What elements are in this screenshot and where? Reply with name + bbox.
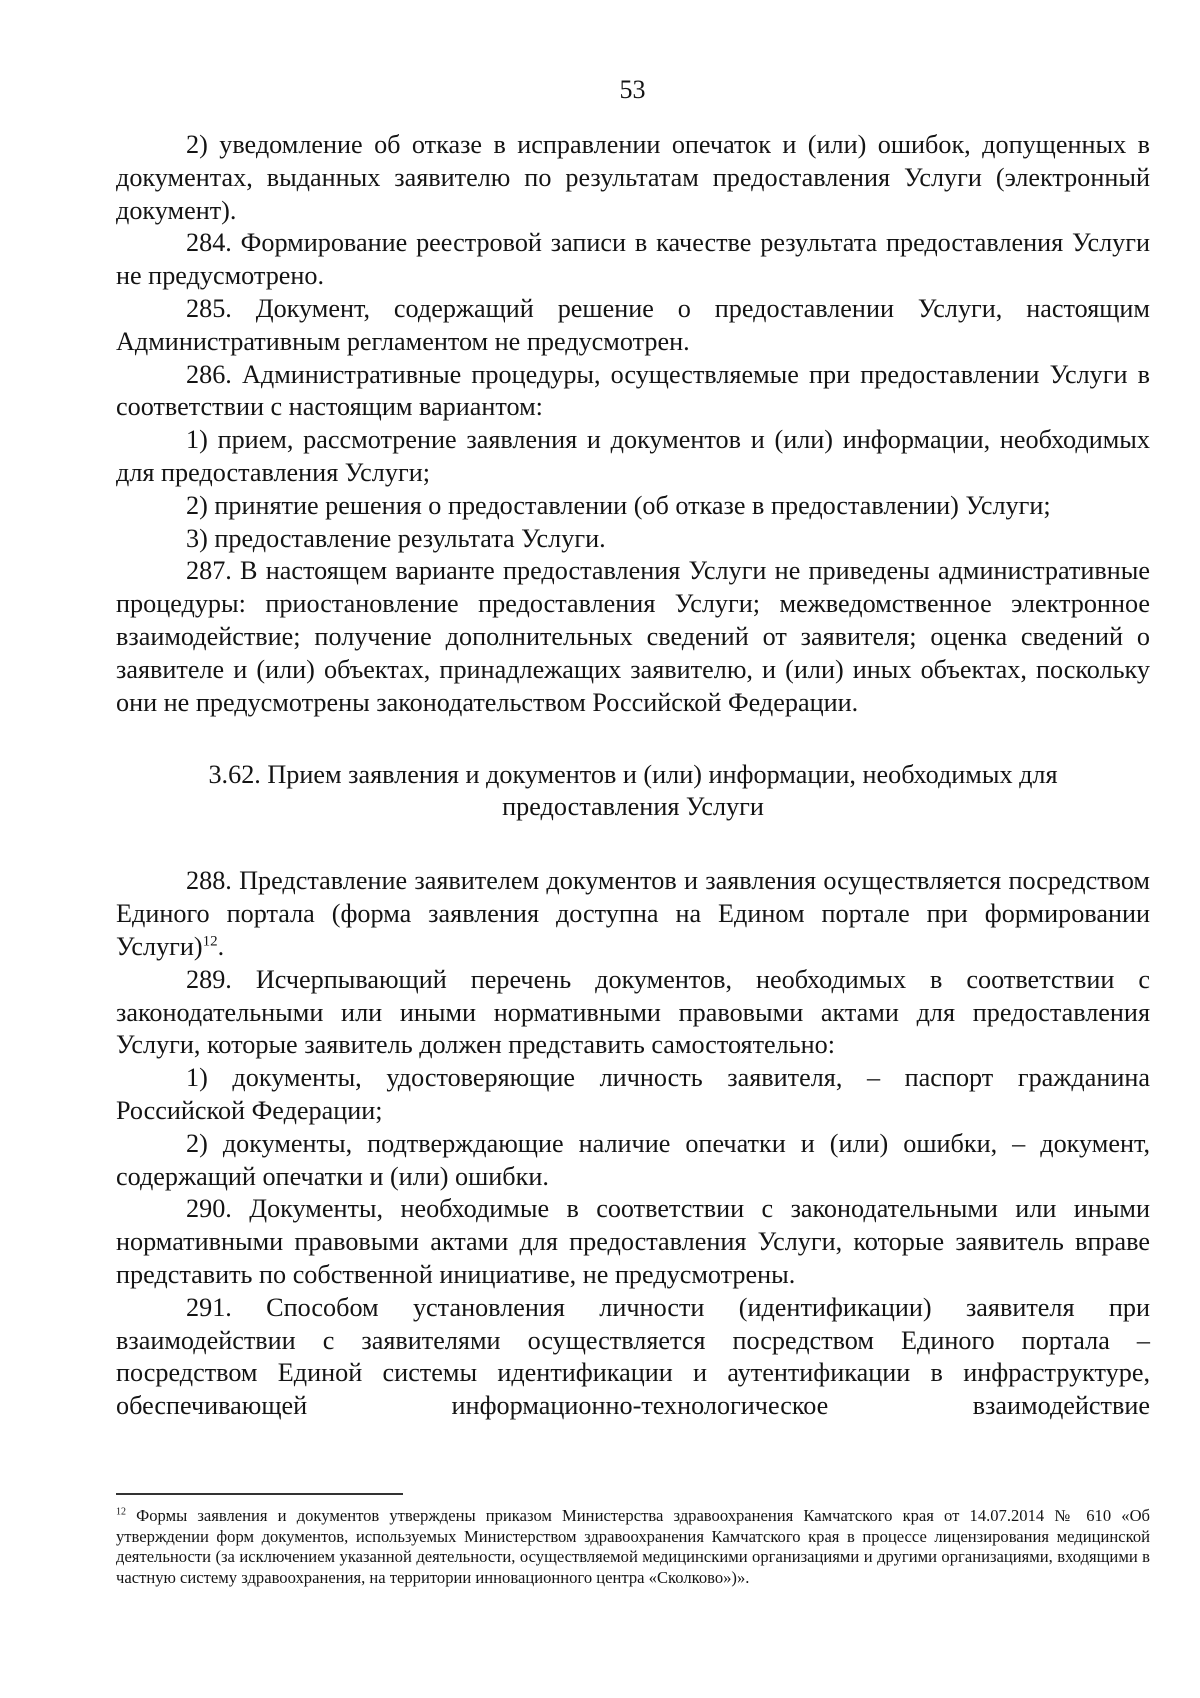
footnote-separator [116, 1493, 403, 1495]
paragraph-290: 290. Документы, необходимые в соответствии с законодательными или иными нормативными правовыми актами для предоставления Услуги, которые заявитель вправе представить по собственной инициативе, не предусмотрены. [116, 1194, 1150, 1289]
paragraph-283-item-2: 2) уведомление об отказе в исправлении опечаток и (или) ошибок, допущенных в документах, выданных заявителю по результатам предоставления Услуги (электронный документ). [116, 130, 1150, 225]
paragraph-288-period: . [217, 931, 225, 961]
paragraph-289: 289. Исчерпывающий перечень документов, необходимых в соответствии с законодательными или иными нормативными правовыми актами для предоставления Услуги, которые заявитель должен представить самостоятельно: [116, 964, 1150, 1060]
paragraph-289-item-1: 1) документы, удостоверяющие личность заявителя, – паспорт гражданина Российской Федерации; [116, 1063, 1150, 1125]
page-number: 53 [619, 75, 646, 104]
paragraph-286: 286. Административные процедуры, осуществляемые при предоставлении Услуги в соответствии с настоящим вариантом: [116, 359, 1150, 422]
footnote-reference[interactable]: 12 [202, 933, 218, 950]
paragraph-288 [116, 865, 1150, 963]
paragraph-284: 284. Формирование реестровой записи в качестве результата предоставления Услуги не предусмотрено. [116, 228, 1150, 291]
paragraph-286-item-2: 2) принятие решения о предоставлении (об отказе в предоставлении) Услуги; [186, 490, 1051, 520]
paragraph-286-item-3: 3) предоставление результата Услуги. [186, 523, 606, 553]
paragraph-288-text: 288. Представление заявителем документов и заявления осуществляется посредством Единого портала (форма заявления доступна на Едином портале при формировании Услуги) [116, 866, 1150, 961]
paragraph-286-item-1: 1) прием, рассмотрение заявления и документов и (или) информации, необходимых для предоставления Услуги; [116, 425, 1150, 487]
footnote-text: Формы заявления и документов утверждены приказом Министерства здравоохранения Камчатского края от 14.07.2014 № 610 «Об утверждении форм документов, используемых Министерством здравоохранения Камчатского края в процессе лицензирования медицинской деятельности (за исключением указанной деятельности, осуществляемой медицинскими организациями и другими организациями, входящими в частную систему здравоохранения, на территории инновационного центра «Сколково»)». [116, 1506, 1150, 1587]
document-body [116, 129, 1150, 1423]
paragraph-289-item-2: 2) документы, подтверждающие наличие опечатки и (или) ошибки, – документ, содержащий опечатки и (или) ошибки. [116, 1128, 1150, 1191]
paragraph-285: 285. Документ, содержащий решение о предоставлении Услуги, настоящим Административным регламентом не предусмотрен. [116, 293, 1150, 356]
paragraph-291: 291. Способом установления личности (идентификации) заявителя при взаимодействии с заявителями осуществляется посредством Единого портала – посредством Единой системы идентификации и аутентификации в инфраструктуре, обеспечивающей информационно-технологическое взаимодействие [116, 1292, 1150, 1421]
section-heading [116, 719, 1150, 865]
section-heading-line-1: 3.62. Прием заявления и документов и (или) информации, необходимых для [208, 760, 1058, 790]
footnote-marker: 12 [116, 1506, 126, 1518]
paragraph-287: 287. В настоящем варианте предоставления Услуги не приведены административные процедуры: приостановление предоставления Услуги; межведомственное электронное взаимодействие; получение дополнительных сведений от заявителя; оценка сведений о заявителе и (или) объектах, принадлежащих заявителю, и (или) иных объектах, поскольку они не предусмотрены законодательством Российской Федерации. [116, 556, 1150, 717]
footnote [116, 1506, 1150, 1588]
section-heading-line-2: предоставления Услуги [502, 792, 764, 822]
